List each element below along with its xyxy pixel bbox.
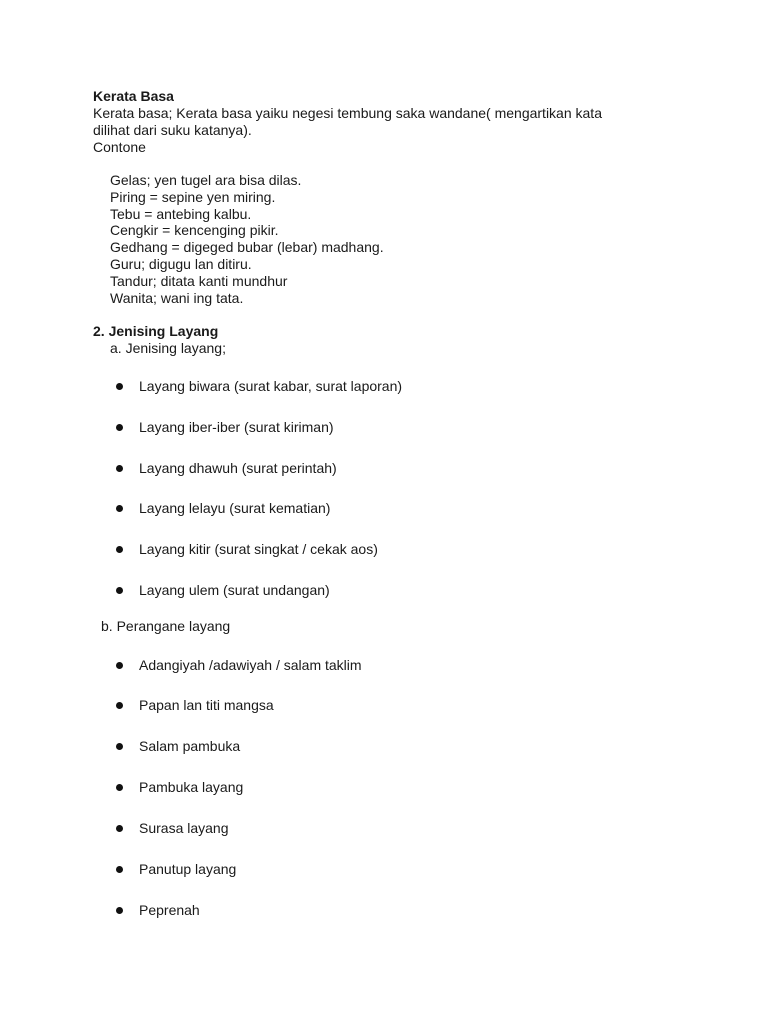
sub-b-label: b. Perangane layang [101,618,231,634]
list-item-text: Surasa layang [139,820,229,836]
list-item-text: Panutup layang [139,861,237,877]
sub-a-label: a. Jenising layang; [110,340,226,356]
example-line: Wanita; wani ing tata. [110,290,244,306]
list-item-text: Adangiyah /adawiyah / salam taklim [139,657,362,673]
list-item-text: Layang lelayu (surat kematian) [139,500,331,516]
example-line: Piring = sepine yen miring. [110,189,276,205]
list-item-text: Salam pambuka [139,738,241,754]
list-item-text: Layang ulem (surat undangan) [139,582,330,598]
bullet-icon [116,424,123,431]
bullet-icon [116,907,123,914]
list-item-text: Pambuka layang [139,779,244,795]
list-item-text: Papan lan titi mangsa [139,697,274,713]
bullet-icon [116,662,123,669]
section-title-kerata-basa: Kerata Basa [93,88,174,104]
bullet-icon [116,784,123,791]
contone-label: Contone [93,139,146,155]
example-line: Tandur; ditata kanti mundhur [110,273,288,289]
bullet-icon [116,825,123,832]
list-item-text: Layang kitir (surat singkat / cekak aos) [139,541,378,557]
example-line: Guru; digugu lan ditiru. [110,256,252,272]
list-item-text: Layang dhawuh (surat perintah) [139,460,337,476]
bullet-icon [116,505,123,512]
list-item-text: Layang biwara (surat kabar, surat laporan) [139,378,403,394]
intro-text-line-2: dilihat dari suku katanya). [93,122,252,138]
bullet-icon [116,587,123,594]
example-line: Cengkir = kencenging pikir. [110,222,279,238]
bullet-icon [116,702,123,709]
bullet-icon [116,866,123,873]
example-line: Tebu = antebing kalbu. [110,206,252,222]
bullet-icon [116,546,123,553]
bullet-icon [116,743,123,750]
bullet-icon [116,383,123,390]
intro-text-line-1: Kerata basa; Kerata basa yaiku negesi tembung saka wandane( mengartikan kata [93,105,602,121]
list-item-text: Peprenah [139,902,200,918]
bullet-icon [116,465,123,472]
example-line: Gelas; yen tugel ara bisa dilas. [110,172,302,188]
section-title-jenising-layang: 2. Jenising Layang [93,323,219,339]
list-item-text: Layang iber-iber (surat kiriman) [139,419,334,435]
example-line: Gedhang = digeged bubar (lebar) madhang. [110,239,384,255]
